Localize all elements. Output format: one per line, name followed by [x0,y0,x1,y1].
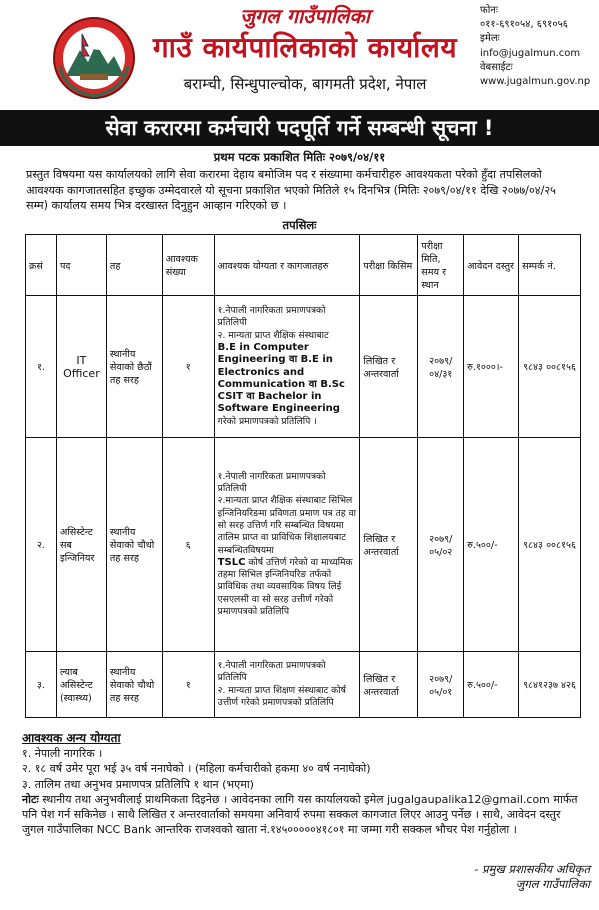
signatory-title: - प्रमुख प्रशासकीय अधिकृत [474,862,590,876]
row-level: स्थानीय सेवाको चौथो तह सरह [106,438,162,652]
req-degree: B.E in Computer Engineering वा B.E in Electronics and Communication वा B.Sc CSIT वा Bachelor in Software Engineering [217,341,345,415]
row-level: स्थानीय सेवाको छैठौं तह सरह [106,296,162,438]
col-fee: आवेदन दस्तुर [464,235,519,296]
col-post: पद [56,235,106,296]
office-address: बराम्ची, सिन्धुपाल्चोक, बागमती प्रदेश, नेपाल [183,75,427,93]
row-exam-date: २०७९/ ०५/०२ [418,438,464,652]
row-count: १ [162,296,214,438]
signature-block [400,862,590,892]
req-citizenship: १.नेपाली नागरिकता प्रमाणपत्रको प्रतिलिपी [217,470,326,495]
other-title: आवश्यक अन्य योग्यता [22,731,121,745]
row-contact: ९८४३ ००८१५६ [519,296,581,438]
row-exam-date: २०७९/ ०५/०१ [418,652,464,718]
row-exam-type: लिखित र अन्तरवार्ता [360,652,418,718]
vacancy-table [25,234,581,718]
office-name: गाउँ कार्यपालिकाको कार्यालय [152,31,458,64]
letterhead [0,0,599,108]
intro-paragraph: प्रस्तुत विषयमा यस कार्यालयको लागि सेवा करारमा देहाय बमोजिम पद र संख्यामा कर्मचारीहरु आवश्यकता परेको हुँदा तपसिलको आवश्यक कागजातसहित इच्छुक उम्मेदवारले यो सूचना प्रकाशित भएको मितिले १५ दिनभित्र (मितिः २०७९/०४/११ देखि २०७७/०४/२५ सम्म) कार्यालय समय भित्र दरखास्त दिनुहुन आव्हान गरिएको छ । [26,168,556,212]
row-requirements [214,438,360,652]
row-post: IT Officer [56,296,106,438]
note-paragraph [22,792,582,838]
row-contact: ९८४३ ००८१५६ [519,438,581,652]
row-exam-type: लिखित र अन्तरवार्ता [360,296,418,438]
row-contact: ९८४१२३७ ४२६ [519,652,581,718]
website-label: वेबसाईटः [480,61,513,73]
row-fee: रु.१०००।- [464,296,519,438]
row-level: स्थानीय सेवाको चौथो तह सरह [106,652,162,718]
row-count: ६ [162,438,214,652]
row-post: असिस्टेन्ट सब इन्जिनियर [56,438,106,652]
nepal-emblem-icon [52,16,136,100]
email-address: info@jugalmun.com [480,47,581,59]
req-tslc: TSLC [217,556,246,568]
req-education: २. मान्यता प्राप्त शैक्षिक संस्थाबाट [217,329,329,341]
row-count: १ [162,652,214,718]
col-contact: सम्पर्क नं. [519,235,581,296]
table-row [26,438,581,652]
email-label: इमेलः [480,33,500,45]
col-count: आवश्यक संख्या [162,235,214,296]
table-row [26,296,581,438]
list-item: ३. तालिम तथा अनुभव प्रमाणपत्र प्रतिलिपि १ थान (भएमा) [22,777,254,791]
row-exam-type: लिखित र अन्तरवार्ता [360,438,418,652]
row-exam-date: २०७९/ ०४/३१ [418,296,464,438]
col-exam-date: परीक्षा मिति, समय र स्थान [418,235,464,296]
col-exam-type: परीक्षा किसिम [360,235,418,296]
req-education: २.मान्यता प्राप्त शैक्षिक संस्थाबाट सिभिल इन्जिनियरिङमा प्रविणता प्रमाण पत्र तह वा सो सरह उत्तिर्ण गरि सम्बन्धित विषयमा तालिम प्राप्त वा प्राविधिक शिक्षालयबाट सम्बन्धितविषयमा [217,495,357,556]
row-sn: १. [26,296,57,438]
list-item: २. १८ वर्ष उमेर पूरा भई ३५ वर्ष ननाघेको । (महिला कर्मचारीको हकमा ४० वर्ष ननाघेको) [22,762,371,776]
req-citizenship: १.नेपाली नागरिकता प्रमाणपत्रको प्रतिलिपि [217,659,326,684]
col-level: तह [106,235,162,296]
row-requirements [214,296,360,438]
contact-block [480,4,598,89]
municipality-name: जुगल गाउँपालिका [240,4,370,28]
other-qualifications [22,731,582,837]
row-sn: ३. [26,652,57,718]
notice-banner: सेवा करारमा कर्मचारी पदपूर्ति गर्ने सम्बन्धी सूचना ! [0,110,599,146]
note-text: स्थानीय तथा अनुभवीलाई प्राथमिकता दिइनेछ । आवेदनका लागि यस कार्यालयको इमेल jugalgaupalika12@gmail.com मार्फत पनि पेश गर्न सकिनेछ । साथै लिखित र अन्तरवार्ताको समयमा अनिवार्य रुपमा सक्कल कागजात लिएर आउनु पर्नेछ । साथै, आवेदन दस्तुर जुगल गाउँपालिका NCC Bank आन्तरिक राजश्वको खाता नं.१४५०००००४१८०१ मा जम्मा गरी सक्कल भौचर पेश गर्नुहोला । [22,792,578,837]
req-education: २. मान्यता प्राप्त शिक्षण संस्थाबाट कोर्ष उत्तीर्ण गरेको प्रमाणपत्रको प्रतिलिपि [217,684,346,708]
req-certificate: गरेको प्रमाणपत्रको प्रतिलिपि । [217,415,317,427]
table-header-row [26,235,581,296]
col-requirements: आवश्यक योग्यता र कागजातहरु [214,235,360,296]
table-row [26,652,581,718]
list-item: १. नेपाली नागरिक । [22,747,103,761]
row-sn: २. [26,438,57,652]
publish-date: प्रथम पटक प्रकाशित मितिः २०७९/०४/११ [213,150,386,164]
website-url: www.jugalmun.gov.np [480,76,591,88]
req-certificate: कोर्ष उत्तिर्ण गरेको वा माध्यमिक तहमा सिभिल इन्जिनियरिङ तर्फको प्राविधिक तथा व्यवसायिक विषय लिई एसएलसी वा सो सरह उत्तीर्ण गरेको प्रमाणपत्रको प्रतिलिपि [217,556,353,617]
row-post: ल्याब असिस्टेन्ट (स्वास्थ्य) [56,652,106,718]
schedule-heading: तपसिलः [282,218,317,232]
phone-label: फोनः [480,5,498,16]
row-fee: रु.५००/- [464,438,519,652]
phone-number: ०११-६९१०५४, ६९१०५६ [480,19,568,31]
req-citizenship: १.नेपाली नागरिकता प्रमाणपत्रको प्रतिलिपी [217,305,326,329]
col-sn: क्रसं [26,235,57,296]
note-label: नोटः [22,792,39,806]
row-requirements [214,652,360,718]
row-fee: रु.५००/- [464,652,519,718]
signatory-office: जुगल गाउँपालिका [515,877,590,891]
